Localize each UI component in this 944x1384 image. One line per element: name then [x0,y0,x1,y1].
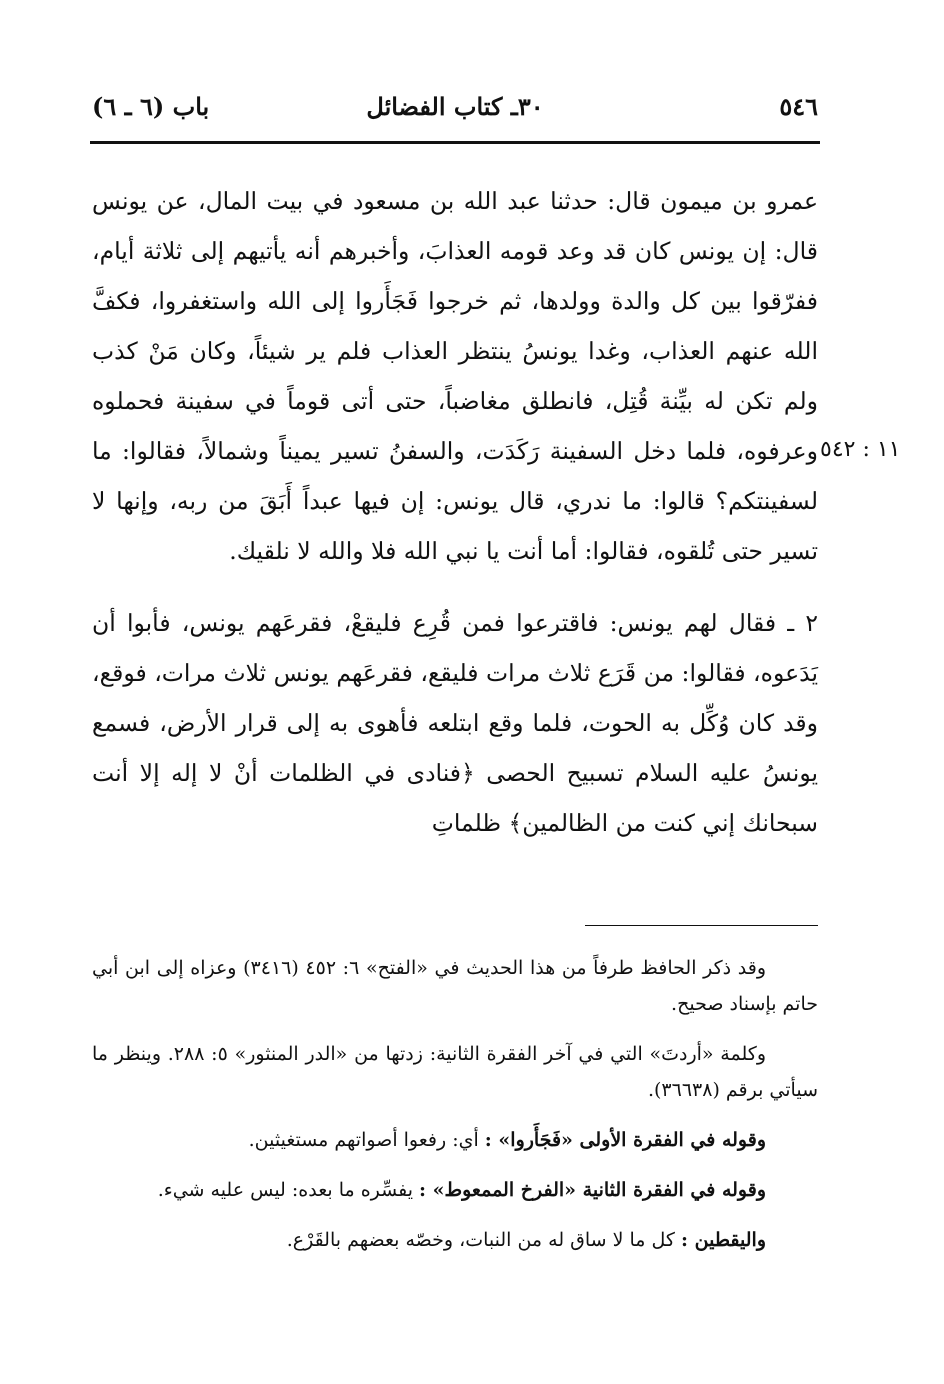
footnotes [92,950,818,1272]
footnote-5 [92,1222,818,1258]
margin-reference: ١١ : ٥٤٢ [820,437,901,462]
footnote-4-text: يفسِّره ما بعده: ليس عليه شيء. [157,1179,420,1201]
header-rule [90,141,820,144]
page-header [92,92,818,132]
chapter-title: ٣٠ـ كتاب الفضائل [366,92,544,121]
footnote-3-text: أي: رفعوا أصواتهم مستغيثين. [248,1129,485,1151]
footnote-rule [585,925,818,926]
footnote-4-lead: وقوله في الفقرة الثانية «الفرخ الممعوط» : [419,1179,766,1201]
page-number: ٥٤٦ [779,92,818,121]
footnote-4 [92,1172,818,1208]
footnote-3 [92,1122,818,1158]
footnote-1: وقد ذكر الحافظ طرفاً من هذا الحديث في «الفتح» ٦: ٤٥٢ (٣٤١٦) وعزاه إلى ابن أبي حاتم بإسناد صحيح. [92,957,818,1015]
main-text [92,176,818,848]
footnote-2: وكلمة «أردتَ» التي في آخر الفقرة الثانية: زدتها من «الدر المنثور» ٥: ٢٨٨. وينظر ما سيأتي برقم (٣٦٦٣٨). [92,1043,818,1101]
section-title: باب (٦ ـ ٦) [92,92,210,121]
paragraph-1: عمرو بن ميمون قال: حدثنا عبد الله بن مسعود في بيت المال، عن يونس قال: إن يونس كان قد وعد قومه العذابَ، وأخبرهم أنه يأتيهم إلى ثلاثة أيام، ففرّقوا بين كل والدة وولدها، ثم خرجوا فَجَأَروا إلى الله واستغفروا، فكفَّ الله عنهم العذاب، وغدا يونسُ ينتظر العذاب فلم ير شيئاً، وكان مَنْ كذب ولم تكن له بيِّنة قُتِل، فانطلق مغاضباً، حتى أتى قوماً في سفينة فحملوه وعرفوه، فلما دخل السفينة رَكَدَت، والسفنُ تسير يميناً وشمالاً، فقالوا: ما لسفينتكم؟ قالوا: ما ندري، قال يونس: إن فيها عبداً أَبَقَ من ربه، وإنها لا تسير حتى تُلقوه، فقالوا: أما أنت يا نبي الله فلا والله لا نلقيك. [92,187,818,565]
footnote-5-text: كل ما لا ساق له من النبات، وخصّه بعضهم بالقَرْع. [286,1229,681,1251]
paragraph-2: ٢ ـ فقال لهم يونس: فاقترعوا فمن قُرِع فليقعْ، فقرعَهم يونس، فأبوا أن يَدَعوه، فقالوا: من قَرَع ثلاث مرات فليقع، فقرعَهم يونس ثلاث مرات، فوقع، وقد كان وُكِّل به الحوت، فلما وقع ابتلعه فأهوى به إلى قرار الأرض، فسمع يونسُ عليه السلام تسبيح الحصى ﴿فنادى في الظلمات أنْ لا إله إلا أنت سبحانك إني كنت من الظالمين﴾ ظلماتِ [92,609,818,837]
footnote-5-lead: واليقطين : [681,1229,766,1251]
footnote-3-lead: وقوله في الفقرة الأولى «فَجَأَروا» : [484,1129,766,1151]
